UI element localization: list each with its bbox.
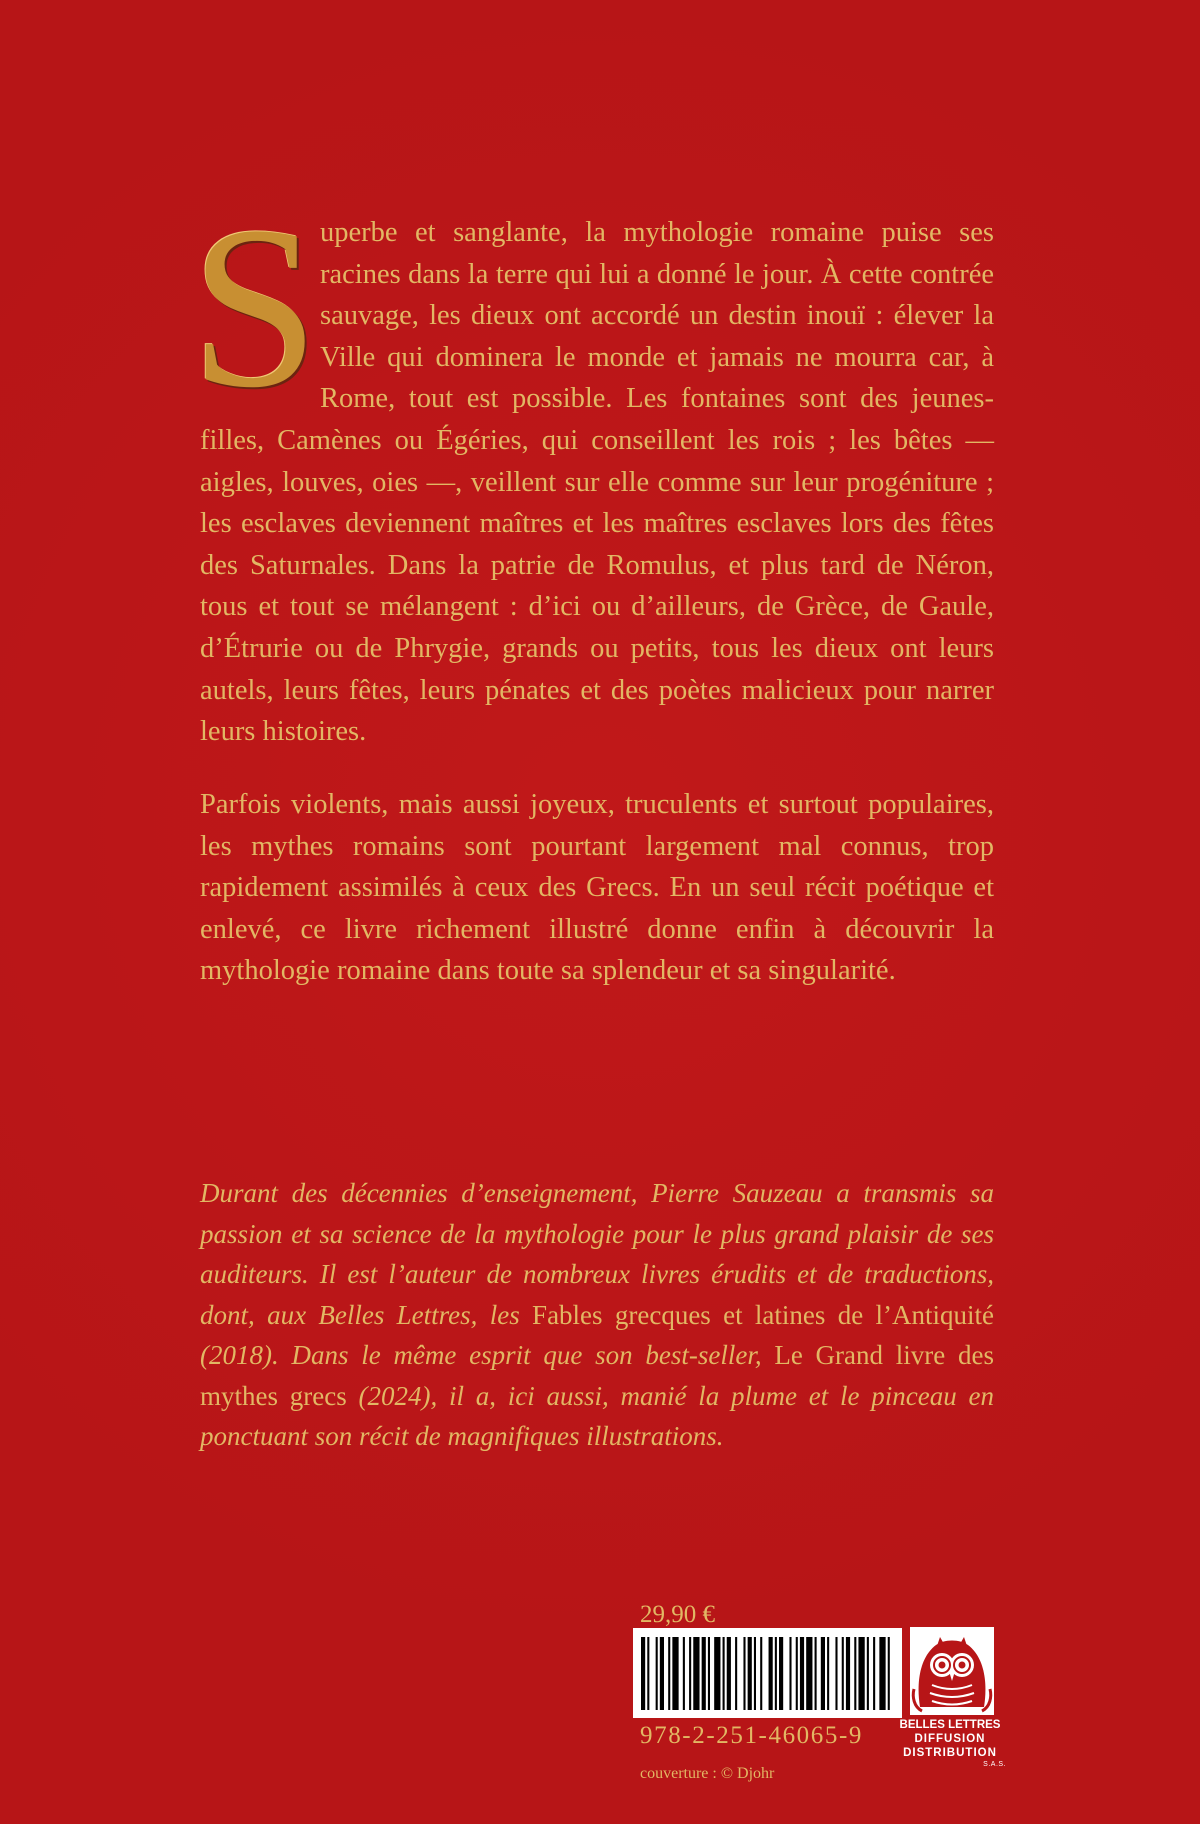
barcode-bar [888,1637,890,1710]
barcode-bar [854,1637,856,1710]
barcode-bar [748,1637,752,1710]
barcode-bar [867,1637,869,1710]
barcode-bar [735,1637,737,1710]
barcode-bar [775,1637,777,1710]
bio-book-title-fables: Fables grecques et latines de l’Antiquité [532,1299,995,1330]
barcode-bar [815,1637,817,1710]
barcode-bar [846,1637,850,1710]
price-label: 29,90 € [640,1601,715,1628]
publisher-line1: BELLES LETTRES [899,1719,1001,1731]
barcode-bar [769,1637,773,1710]
barcode-bar [760,1637,762,1710]
barcode-bar [879,1637,885,1710]
barcode-bar [668,1637,670,1710]
bio-text-part3: (2024), il a, ici aussi, manié la plume et le pinceau en ponctuant son récit de magnifiques illustrations. [200,1380,994,1451]
publisher-name [894,1718,1006,1770]
barcode-bar [796,1637,798,1710]
barcode-bar [835,1637,837,1710]
publisher-line3: DISTRIBUTION [903,1747,997,1759]
barcode-bar [672,1637,678,1710]
author-biography [200,1173,994,1457]
barcode-bar [727,1637,731,1710]
barcode-bar [821,1637,825,1710]
barcode-bar [723,1637,725,1710]
barcode-bar [702,1637,706,1710]
barcode-bar [656,1637,658,1710]
publisher-owl-logo-icon [910,1627,994,1715]
barcode-bar [842,1637,844,1710]
intro-paragraph [190,179,994,753]
barcode-icon [641,1637,894,1710]
description-paragraph: Parfois violents, mais aussi joyeux, truculents et surtout populaires, les mythes romains sont pourtant largement mal connus, trop rapidement assimilés à ceux des Grecs. En un seul récit poétique et enlevé, ce livre richement illustré donne enfin à découvrir la mythologie romaine dans toute sa splendeur et sa singularité. [200,789,994,987]
publisher-line2: DIFFUSION [914,1733,986,1745]
barcode-bar [708,1637,710,1710]
bio-text-part2: (2018). Dans le même esprit que son best-seller, [200,1340,775,1370]
barcode-bar [800,1637,804,1710]
barcode-bar [647,1637,649,1710]
barcode-bar [873,1637,875,1710]
drop-cap-letter: S [190,179,320,436]
owl-icon [910,1627,994,1715]
publisher-suffix: S.A.S. [983,1761,1006,1768]
barcode-bar [789,1637,791,1710]
barcode-bar [641,1637,645,1710]
barcode-bar [806,1637,812,1710]
barcode-bar [714,1637,720,1710]
bio-text-part1: Durant des décennies d’enseignement, Pierre Sauzeau a transmis sa passion et sa science de la mythologie pour le plus grand plaisir de ses auditeurs. Il est l’auteur de nombreux livres érudits et de traductions, dont, aux Belles Lettres, les [200,1178,994,1330]
intro-text: uperbe et sanglante, la mythologie romaine puise ses racines dans la terre qui lui a donné le jour. À cette contrée sauvage, les dieux ont accordé un destin inouï : élever la Ville qui dominera le monde et jamais ne mourra car, à Rome, tout est possible. Les fontaines sont des jeunes-filles, Camènes ou Égéries, qui conseillent les rois ; les bêtes — aigles, louves, oies —, veillent sur elle comme sur leur progéniture ; les esclaves deviennent maîtres et les maîtres esclaves lors des fêtes des Saturnales. Dans la patrie de Romulus, et plus tard de Néron, tous et tout se mélangent : d’ici ou d’ailleurs, de Grèce, de Gaule, d’Étrurie ou de Phrygie, grands ou petits, tous les dieux ont leurs autels, leurs fêtes, leurs pénates et des poètes malicieux pour narrer leurs histoires. [200,217,994,748]
barcode-bar [660,1637,664,1710]
barcode-bar [827,1637,829,1710]
barcode-box [633,1628,902,1718]
isbn-number: 978-2-251-46065-9 [640,1722,864,1749]
barcode-bar [743,1637,745,1710]
barcode-bar [693,1637,699,1710]
barcode-bar [683,1637,685,1710]
barcode-bar [754,1637,756,1710]
barcode-bar [689,1637,691,1710]
bio-book-title-grand-livre: Le Grand livre des mythes grecs [200,1340,994,1411]
barcode-bar [779,1637,783,1710]
cover-credit: couverture : © Djohr [640,1765,775,1782]
barcode-bar [858,1637,864,1710]
